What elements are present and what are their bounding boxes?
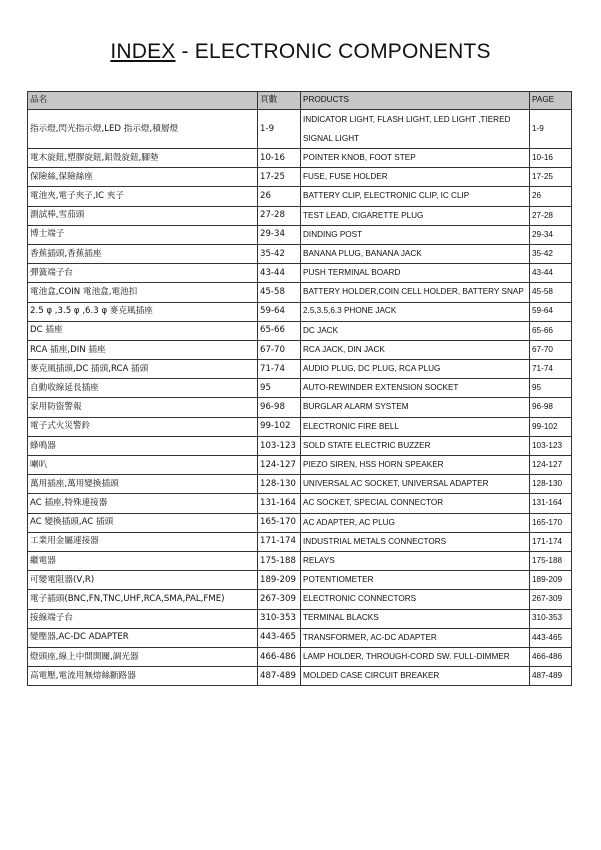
table-row [28,647,572,666]
cell-product-name-zh: 指示燈,閃光指示燈,LED 指示燈,積層燈 [28,110,258,149]
cell-product-name: LAMP HOLDER, THROUGH-CORD SW. FULL-DIMMER [301,647,530,666]
cell-product-name-zh: 電子式火災警鈴 [28,417,258,436]
cell-product-name: 2.5,3.5,6.3 PHONE JACK [301,302,530,321]
table-row [28,628,572,647]
cell-product-name: RELAYS [301,551,530,570]
cell-page-zh: 45-58 [258,283,301,302]
cell-page-zh: 128-130 [258,475,301,494]
cell-product-name-zh: 家用防盜警報 [28,398,258,417]
cell-page-zh: 65-66 [258,321,301,340]
cell-product-name-zh: 電子插頭(BNC,FN,TNC,UHF,RCA,SMA,PAL,FME) [28,590,258,609]
cell-product-name: ELECTRONIC FIRE BELL [301,417,530,436]
index-table [27,91,572,686]
table-row [28,149,572,168]
cell-page: 29-34 [530,225,572,244]
cell-product-name-zh: 喇叭 [28,456,258,475]
cell-page-zh: 189-209 [258,571,301,590]
table-row [28,340,572,359]
cell-product-name: TERMINAL BLACKS [301,609,530,628]
header-page: PAGE [530,92,572,110]
cell-page: 17-25 [530,168,572,187]
cell-product-name: SOLD STATE ELECTRIC BUZZER [301,436,530,455]
cell-page-zh: 17-25 [258,168,301,187]
cell-page: 65-66 [530,321,572,340]
cell-product-name: TEST LEAD, CIGARETTE PLUG [301,206,530,225]
cell-product-name-zh: 萬用插座,萬用變換插頭 [28,475,258,494]
cell-product-name: UNIVERSAL AC SOCKET, UNIVERSAL ADAPTER [301,475,530,494]
table-row [28,398,572,417]
table-row [28,513,572,532]
cell-page: 171-174 [530,532,572,551]
cell-product-name: PUSH TERMINAL BOARD [301,264,530,283]
cell-page-zh: 67-70 [258,340,301,359]
cell-page: 267-309 [530,590,572,609]
table-row [28,571,572,590]
cell-product-name: AC ADAPTER, AC PLUG [301,513,530,532]
page-title [0,40,601,64]
cell-product-name-zh: 保險絲,保險絲座 [28,168,258,187]
cell-product-name-zh: 蜂鳴器 [28,436,258,455]
cell-product-name-zh: 可變電阻器(V,R) [28,571,258,590]
table-row [28,494,572,513]
cell-product-name: AUDIO PLUG, DC PLUG, RCA PLUG [301,360,530,379]
cell-product-name-zh: 2.5 φ ,3.5 φ ,6.3 φ 麥克風插座 [28,302,258,321]
cell-page-zh: 95 [258,379,301,398]
cell-product-name: AC SOCKET, SPECIAL CONNECTOR [301,494,530,513]
cell-product-name: ELECTRONIC CONNECTORS [301,590,530,609]
cell-page: 165-170 [530,513,572,532]
cell-page-zh: 29-34 [258,225,301,244]
table-row [28,225,572,244]
cell-page-zh: 99-102 [258,417,301,436]
cell-product-name: PIEZO SIREN, HSS HORN SPEAKER [301,456,530,475]
table-row [28,187,572,206]
cell-page: 95 [530,379,572,398]
cell-product-name: BATTERY HOLDER,COIN CELL HOLDER, BATTERY SNAP [301,283,530,302]
table-row [28,110,572,149]
cell-page-zh: 443-465 [258,628,301,647]
cell-product-name: BANANA PLUG, BANANA JACK [301,244,530,263]
cell-page: 1-9 [530,110,572,149]
cell-product-name: MOLDED CASE CIRCUIT BREAKER [301,667,530,686]
header-products: PRODUCTS [301,92,530,110]
cell-product-name-zh: 香蕉插頭,香蕉插座 [28,244,258,263]
header-row [28,92,572,110]
header-product-name-zh: 品名 [28,92,258,110]
table-row [28,609,572,628]
cell-product-name: INDUSTRIAL METALS CONNECTORS [301,532,530,551]
cell-page: 10-16 [530,149,572,168]
cell-product-name: BATTERY CLIP, ELECTRONIC CLIP, IC CLIP [301,187,530,206]
cell-page-zh: 487-489 [258,667,301,686]
cell-page-zh: 26 [258,187,301,206]
cell-product-name: DINDING POST [301,225,530,244]
table-row [28,475,572,494]
table-row [28,168,572,187]
cell-product-name-zh: 麥克風插頭,DC 插頭,RCA 插頭 [28,360,258,379]
cell-page: 27-28 [530,206,572,225]
cell-page-zh: 310-353 [258,609,301,628]
cell-page-zh: 466-486 [258,647,301,666]
cell-product-name-zh: 高電壓,電流用無熔絲斷路器 [28,667,258,686]
cell-product-name: BURGLAR ALARM SYSTEM [301,398,530,417]
table-row [28,321,572,340]
cell-page-zh: 267-309 [258,590,301,609]
table-row [28,590,572,609]
cell-page-zh: 35-42 [258,244,301,263]
cell-page: 59-64 [530,302,572,321]
cell-product-name-zh: 繼電器 [28,551,258,570]
cell-page-zh: 171-174 [258,532,301,551]
header-page-zh: 頁數 [258,92,301,110]
cell-page: 35-42 [530,244,572,263]
index-rows [28,110,572,686]
cell-page-zh: 96-98 [258,398,301,417]
cell-product-name-zh: AC 插座,特殊連接器 [28,494,258,513]
cell-product-name-zh: DC 插座 [28,321,258,340]
cell-product-name: INDICATOR LIGHT, FLASH LIGHT, LED LIGHT ,TIERED SIGNAL LIGHT [301,110,530,149]
cell-page-zh: 131-164 [258,494,301,513]
table-row [28,264,572,283]
cell-product-name-zh: 自動收線延長插座 [28,379,258,398]
cell-product-name: RCA JACK, DIN JACK [301,340,530,359]
title-rest: - ELECTRONIC COMPONENTS [175,40,491,63]
cell-product-name-zh: AC 變換插頭,AC 插頭 [28,513,258,532]
cell-page: 43-44 [530,264,572,283]
cell-page-zh: 175-188 [258,551,301,570]
cell-product-name-zh: 電木旋鈕,塑膠旋鈕,鋁殼旋鈕,腳墊 [28,149,258,168]
cell-page: 131-164 [530,494,572,513]
table-row [28,379,572,398]
table-row [28,436,572,455]
cell-product-name-zh: 接線端子台 [28,609,258,628]
cell-page-zh: 43-44 [258,264,301,283]
cell-product-name-zh: 變壓器,AC-DC ADAPTER [28,628,258,647]
cell-product-name-zh: 燈頭座,線上中間開關,調光器 [28,647,258,666]
cell-page-zh: 1-9 [258,110,301,149]
cell-page: 189-209 [530,571,572,590]
cell-page-zh: 71-74 [258,360,301,379]
cell-page: 96-98 [530,398,572,417]
cell-product-name-zh: 博士端子 [28,225,258,244]
cell-product-name: AUTO-REWINDER EXTENSION SOCKET [301,379,530,398]
table-row [28,551,572,570]
title-index: INDEX [110,40,176,63]
cell-page-zh: 165-170 [258,513,301,532]
cell-page: 443-465 [530,628,572,647]
cell-product-name: TRANSFORMER, AC-DC ADAPTER [301,628,530,647]
cell-page-zh: 124-127 [258,456,301,475]
cell-product-name: DC JACK [301,321,530,340]
cell-page-zh: 103-123 [258,436,301,455]
cell-page: 67-70 [530,340,572,359]
table-row [28,360,572,379]
table-row [28,417,572,436]
cell-product-name: POTENTIOMETER [301,571,530,590]
cell-page: 124-127 [530,456,572,475]
cell-product-name-zh: 彈簧端子台 [28,264,258,283]
table-row [28,302,572,321]
cell-product-name-zh: 工業用金屬連接器 [28,532,258,551]
cell-page: 466-486 [530,647,572,666]
cell-page: 99-102 [530,417,572,436]
table-row [28,456,572,475]
cell-product-name-zh: 電池夾,電子夾子,IC 夾子 [28,187,258,206]
cell-page: 71-74 [530,360,572,379]
cell-page-zh: 59-64 [258,302,301,321]
cell-page: 310-353 [530,609,572,628]
cell-product-name-zh: RCA 插座,DIN 插座 [28,340,258,359]
table-row [28,283,572,302]
cell-product-name: FUSE, FUSE HOLDER [301,168,530,187]
cell-page-zh: 10-16 [258,149,301,168]
table-row [28,206,572,225]
cell-page: 175-188 [530,551,572,570]
cell-page: 487-489 [530,667,572,686]
cell-product-name-zh: 電池盒,COIN 電池盒,電池扣 [28,283,258,302]
table-row [28,244,572,263]
table-row [28,532,572,551]
cell-page: 103-123 [530,436,572,455]
cell-page: 45-58 [530,283,572,302]
cell-page-zh: 27-28 [258,206,301,225]
cell-page: 128-130 [530,475,572,494]
cell-product-name: POINTER KNOB, FOOT STEP [301,149,530,168]
cell-product-name-zh: 測試棒,雪茄頭 [28,206,258,225]
table-row [28,667,572,686]
cell-page: 26 [530,187,572,206]
